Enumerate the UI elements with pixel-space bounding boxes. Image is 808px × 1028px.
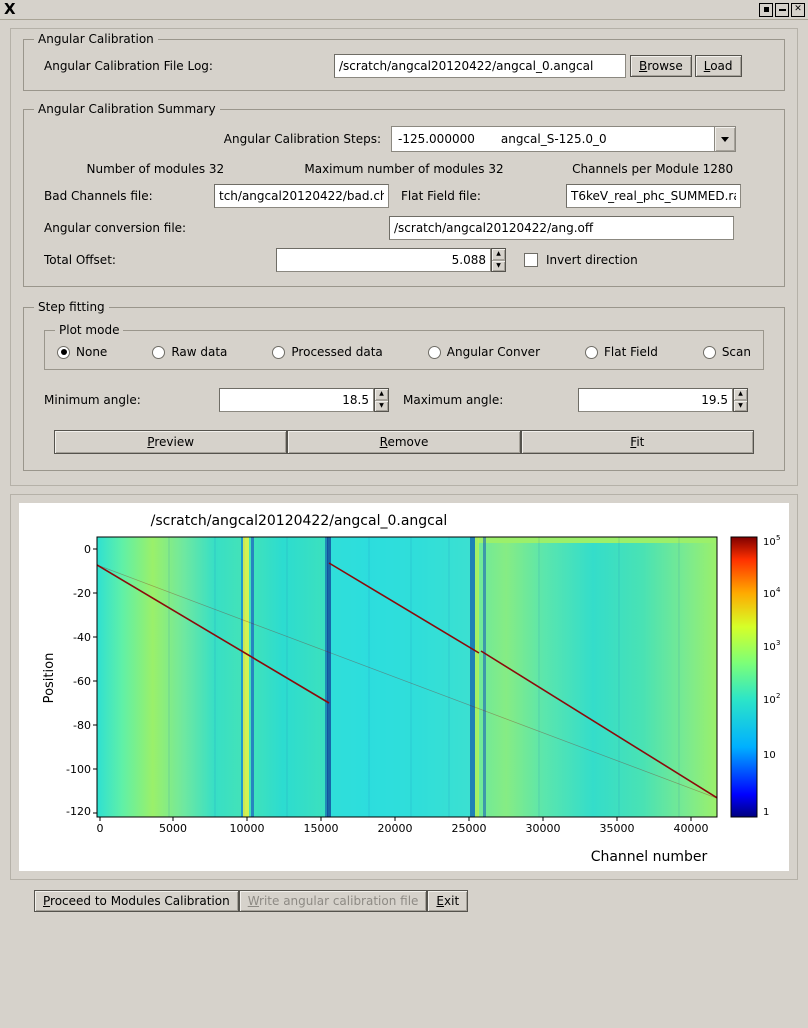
window-controls [759, 3, 805, 17]
svg-text:30000: 30000 [525, 822, 561, 835]
window-title-group [4, 2, 16, 17]
step-fitting-group [23, 300, 785, 471]
browse-button[interactable]: Browse [630, 55, 692, 77]
x-axis-tickmarks [100, 817, 691, 821]
title-bar [0, 0, 808, 20]
invert-direction-label: Invert direction [546, 253, 638, 267]
radio-flat-field[interactable] [585, 345, 658, 359]
radio-scan-indicator[interactable] [703, 346, 716, 359]
svg-text:-80: -80 [73, 719, 91, 732]
plot-mode-group [44, 323, 764, 370]
file-log-label: Angular Calibration File Log: [44, 59, 213, 73]
steps-label: Angular Calibration Steps: [223, 132, 381, 146]
x-axis-ticks [97, 822, 709, 835]
total-offset-label: Total Offset: [44, 253, 116, 267]
exit-button[interactable]: Exit [427, 890, 468, 912]
stepper-down-icon[interactable]: ▼ [492, 261, 505, 272]
min-angle-stepper-down-icon[interactable]: ▼ [375, 401, 388, 412]
x-axis-label: Channel number [590, 849, 708, 865]
svg-text:3: 3 [776, 639, 781, 647]
min-angle-input[interactable] [219, 388, 374, 412]
svg-text:10000: 10000 [229, 822, 265, 835]
plot-title: /scratch/angcal20120422/angcal_0.angcal [150, 513, 448, 529]
svg-text:-40: -40 [73, 631, 91, 644]
chevron-down-icon[interactable] [714, 127, 735, 151]
file-log-input[interactable] [334, 54, 626, 78]
svg-text:5000: 5000 [159, 822, 187, 835]
radio-scan-label: Scan [721, 345, 751, 359]
radio-none-indicator[interactable] [57, 346, 70, 359]
min-angle-label: Minimum angle: [44, 393, 141, 407]
modules-count-label: Number of modules 32 [86, 162, 225, 176]
radio-none-label: None [76, 345, 108, 359]
total-offset-stepper[interactable] [491, 248, 506, 272]
svg-text:40000: 40000 [673, 822, 709, 835]
radio-raw-data[interactable] [152, 345, 227, 359]
svg-text:0: 0 [84, 543, 91, 556]
colorbar-ticks [763, 534, 781, 818]
svg-text:-120: -120 [66, 805, 91, 818]
max-angle-stepper[interactable] [733, 388, 748, 412]
radio-raw-data-label: Raw data [171, 345, 228, 359]
radio-angular-conver-label: Angular Conver [446, 345, 540, 359]
svg-text:1: 1 [763, 807, 770, 818]
svg-text:-60: -60 [73, 675, 91, 688]
remove-button[interactable]: Remove [287, 430, 520, 454]
plot-canvas[interactable] [19, 503, 789, 871]
svg-text:35000: 35000 [599, 822, 635, 835]
svg-text:10: 10 [763, 589, 776, 600]
svg-text:2: 2 [776, 692, 781, 700]
radio-flat-field-indicator[interactable] [585, 346, 598, 359]
svg-text:15000: 15000 [303, 822, 339, 835]
y-axis-ticks [66, 543, 91, 818]
invert-direction-checkbox[interactable] [524, 253, 538, 267]
svg-text:20000: 20000 [377, 822, 413, 835]
angular-conv-input[interactable] [389, 216, 734, 240]
svg-text:-20: -20 [73, 587, 91, 600]
main-content [0, 20, 808, 486]
plot-panel [10, 494, 798, 880]
max-angle-stepper-down-icon[interactable]: ▼ [734, 401, 747, 412]
write-angular-calibration-button[interactable]: Write angular calibration file [239, 890, 428, 912]
radio-angular-conver-indicator[interactable] [428, 346, 441, 359]
svg-text:25000: 25000 [451, 822, 487, 835]
flat-field-input[interactable] [566, 184, 741, 208]
colorbar [731, 537, 757, 817]
svg-text:0: 0 [96, 822, 104, 835]
radio-raw-data-indicator[interactable] [152, 346, 165, 359]
radio-none[interactable] [57, 345, 107, 359]
steps-combobox-value [392, 127, 714, 151]
load-button[interactable]: Load [695, 55, 742, 77]
radio-scan[interactable] [703, 345, 751, 359]
y-axis-label: Position [42, 652, 57, 704]
steps-combobox[interactable] [391, 126, 736, 152]
flat-field-label: Flat Field file: [401, 189, 481, 203]
summary-legend: Angular Calibration Summary [34, 102, 220, 116]
svg-text:10: 10 [763, 537, 776, 548]
steps-value-right: angcal_S-125.0_0 [500, 132, 607, 146]
svg-text:-100: -100 [66, 763, 91, 776]
svg-text:10: 10 [763, 642, 776, 653]
min-angle-stepper-up-icon[interactable]: ▲ [375, 389, 388, 401]
bottom-button-bar [0, 890, 808, 912]
radio-angular-conver[interactable] [428, 345, 540, 359]
max-angle-stepper-up-icon[interactable]: ▲ [734, 389, 747, 401]
heatmap-image [97, 537, 719, 817]
total-offset-input[interactable] [276, 248, 491, 272]
angular-conv-label: Angular conversion file: [44, 221, 187, 235]
fit-button[interactable]: Fit [521, 430, 754, 454]
radio-processed-data-label: Processed data [291, 345, 383, 359]
radio-processed-data[interactable] [272, 345, 382, 359]
max-modules-label: Maximum number of modules 32 [304, 162, 504, 176]
preview-button[interactable]: Preview [54, 430, 287, 454]
svg-text:10: 10 [763, 695, 776, 706]
radio-flat-field-label: Flat Field [604, 345, 658, 359]
maximize-icon[interactable] [775, 3, 789, 17]
svg-text:4: 4 [776, 586, 781, 594]
channels-label: Channels per Module 1280 [572, 162, 734, 176]
bad-channels-label: Bad Channels file: [44, 189, 153, 203]
steps-value-left: -125.000000 [398, 132, 475, 146]
bad-channels-input[interactable] [214, 184, 389, 208]
proceed-modules-calibration-button[interactable]: Proceed to Modules Calibration [34, 890, 239, 912]
plot-mode-legend: Plot mode [55, 323, 123, 337]
svg-text:10: 10 [763, 750, 776, 761]
radio-processed-data-indicator[interactable] [272, 346, 285, 359]
min-angle-stepper[interactable] [374, 388, 389, 412]
max-angle-input[interactable] [578, 388, 733, 412]
minimize-icon[interactable] [759, 3, 773, 17]
close-icon[interactable]: ✕ [791, 3, 805, 17]
calibration-panel [10, 28, 798, 486]
angular-calibration-legend: Angular Calibration [34, 32, 158, 46]
max-angle-label: Maximum angle: [403, 393, 504, 407]
stepper-up-icon[interactable]: ▲ [492, 249, 505, 261]
y-axis-tickmarks [93, 549, 97, 813]
summary-group [23, 102, 785, 287]
window-title: X [4, 0, 16, 18]
angular-calibration-group [23, 32, 785, 91]
heatmap-figure [19, 503, 791, 871]
step-fitting-legend: Step fitting [34, 300, 109, 314]
svg-text:5: 5 [776, 534, 781, 542]
